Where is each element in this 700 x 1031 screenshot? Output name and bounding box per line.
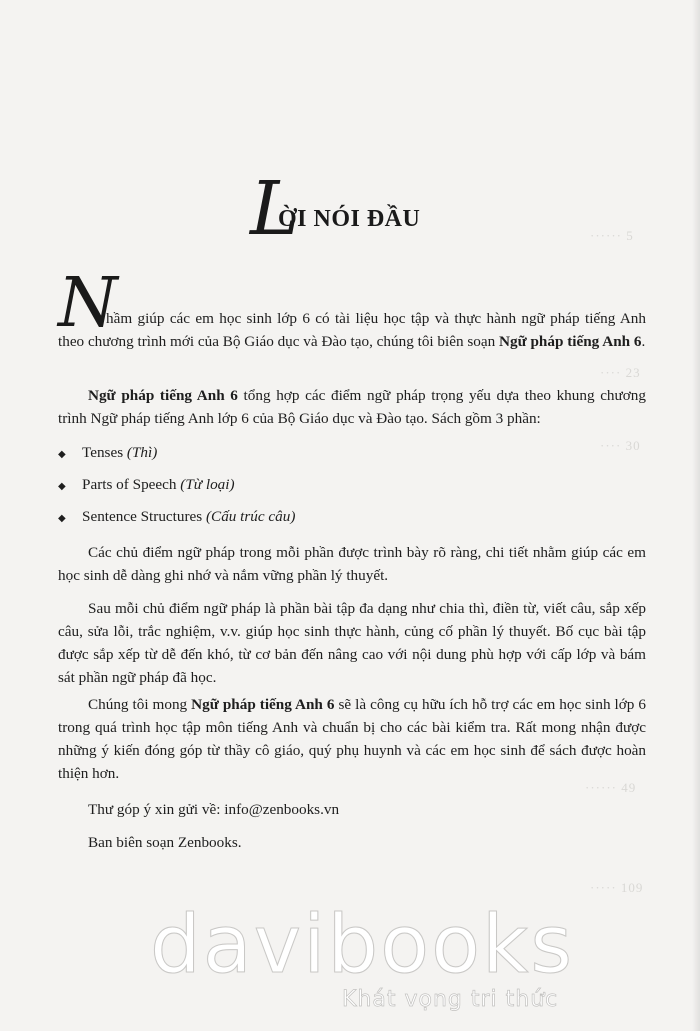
bleed-through: ····· 109 (590, 880, 644, 895)
overview-paragraph: Ngữ pháp tiếng Anh 6 tổng hợp các điểm ngữ pháp trọng yếu dựa theo khung chương trình Ngữ pháp tiếng Anh lớp 6 của Bộ Giáo dục và Đào tạo. Sách gồm 3 phần: (58, 387, 646, 427)
bleed-through: ···· 30 (600, 438, 641, 453)
diamond-bullet-icon: ◆ (58, 481, 66, 492)
drop-cap: N (58, 264, 118, 343)
signature-line: Ban biên soạn Zenbooks. (88, 834, 242, 851)
bleed-through: ······ 49 (585, 780, 637, 795)
diamond-bullet-icon: ◆ (58, 513, 66, 524)
diamond-bullet-icon: ◆ (58, 449, 66, 460)
title-text: ỜI NÓI ĐẦU (278, 206, 421, 232)
parts-list (58, 442, 618, 538)
bleed-through: ···· 23 (600, 365, 641, 380)
intro-paragraph: hầm giúp các em học sinh lớp 6 có tài liệu học tập và thực hành ngữ pháp tiếng Anh theo chương trình mới của Bộ Giáo dục và Đào tạo, chúng tôi biên soạn Ngữ pháp tiếng Anh 6. (58, 310, 646, 350)
topics-paragraph: Các chủ điểm ngữ pháp trong mỗi phần được trình bày rõ ràng, chi tiết nhằm giúp các em học sinh dễ dàng ghi nhớ và nắm vững phần lý thuyết. (58, 544, 646, 584)
list-item: ◆ Tenses (Thì) (58, 442, 618, 474)
watermark-tagline: Khát vọng tri thức (342, 987, 559, 1012)
page-title (250, 166, 550, 252)
bleed-through: ······ 5 (590, 228, 634, 243)
page-edge-shadow (692, 0, 700, 1031)
exercises-paragraph: Sau mỗi chủ điểm ngữ pháp là phần bài tập đa dạng như chia thì, điền từ, viết câu, sắp xếp câu, sửa lỗi, trắc nghiệm, v.v. giúp học sinh thực hành, củng cố phần lý thuyết. Bố cục bài tập được sắp xếp từ dễ đến khó, từ cơ bản đến nâng cao với nội dung phù hợp với cấp lớp và bám sát phần ngữ pháp đã học. (58, 600, 646, 686)
contact-line: Thư góp ý xin gửi về: info@zenbooks.vn (88, 801, 340, 818)
list-item: ◆ Parts of Speech (Từ loại) (58, 474, 618, 506)
list-item: ◆ Sentence Structures (Cấu trúc câu) (58, 506, 618, 538)
closing-paragraph: Chúng tôi mong Ngữ pháp tiếng Anh 6 sẽ là công cụ hữu ích hỗ trợ các em học sinh lớp 6 trong quá trình học tập môn tiếng Anh và chuẩn bị cho các bài kiểm tra. Rất mong nhận được những ý kiến đóng góp từ thầy cô giáo, quý phụ huynh và các em học sinh để sách được hoàn thiện hơn. (58, 696, 646, 782)
title-initial: L (250, 166, 300, 252)
watermark-brand: davibooks (150, 898, 575, 991)
